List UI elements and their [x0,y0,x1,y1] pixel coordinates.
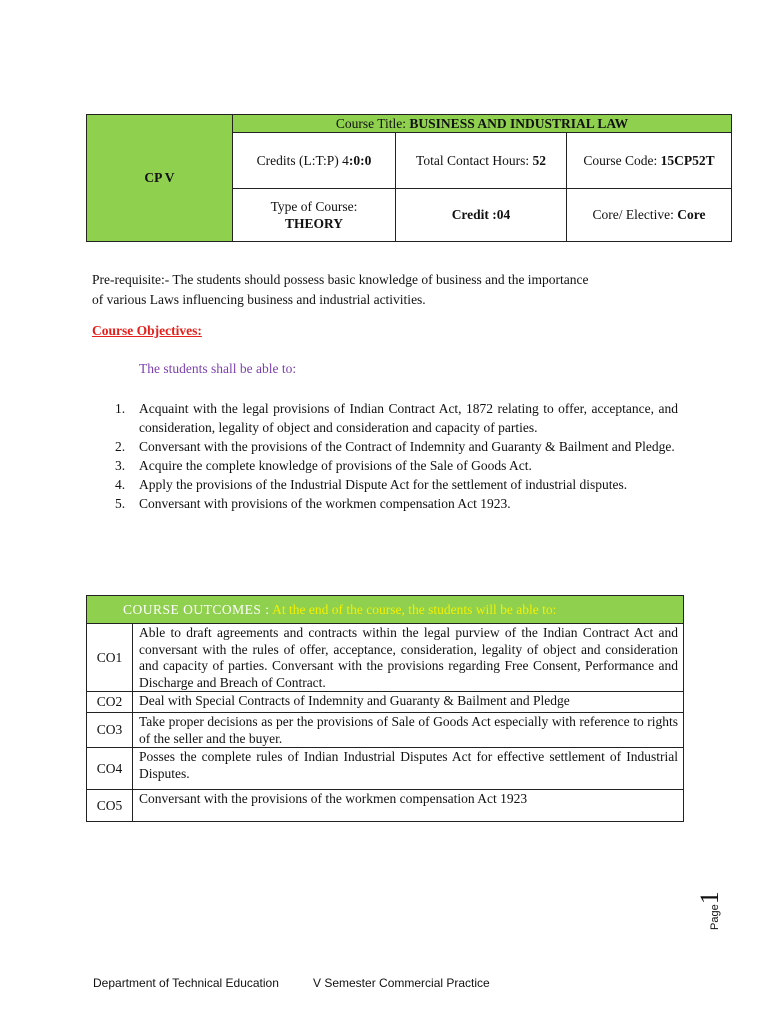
course-title-label: Course Title: [335,115,407,131]
outcomes-heading-title: COURSE OUTCOMES : [123,601,270,617]
credits-cell [233,133,396,189]
contact-hours-value: 52 [532,152,546,168]
objective-text: Conversant with the provisions of the Contract of Indemnity and Guaranty & Bailment and Pledge. [139,439,675,454]
objective-text: Conversant with provisions of the workmen compensation Act 1923. [139,496,511,511]
outcomes-heading [87,596,684,624]
objective-text: Apply the provisions of the Industrial Dispute Act for the settlement of industrial disputes. [139,477,628,492]
table-row [87,790,684,822]
objective-text: Acquaint with the legal provisions of Indian Contract Act, 1872 relating to offer, acceptance, and consideration, legality of object and consideration and capacity of parties. [139,401,678,435]
page-label: Page [709,904,721,930]
outcome-id: CO2 [87,692,133,713]
outcome-text: Able to draft agreements and contracts within the legal purview of the Indian Contract Act and conversant with the rules of offer, acceptance, consideration, legality of object and consideration and capacity of parties. Conversant with the provisions regarding Free Consent, Performance and Discharge and Breach of Contract. [133,624,684,692]
course-code-cell [567,133,732,189]
footer-semester: V Semester Commercial Practice [313,976,490,990]
table-row [87,713,684,748]
course-header-table [86,114,732,242]
objective-number: 1. [115,401,126,416]
objectives-list [92,399,678,513]
list-item [92,399,678,437]
prerequisite-line-2: of various Laws influencing business and industrial activities. [92,292,426,307]
course-code-value: 15CP52T [660,152,715,168]
footer-department: Department of Technical Education [93,976,279,990]
objective-number: 3. [115,458,126,473]
type-cell [233,189,396,242]
core-cell [567,189,732,242]
list-item [92,456,678,475]
objective-number: 2. [115,439,126,454]
prerequisite [92,270,692,310]
table-row [87,748,684,790]
type-value: THEORY [284,216,344,231]
outcome-text: Deal with Special Contracts of Indemnity and Guaranty & Bailment and Pledge [133,692,684,713]
list-item [92,437,678,456]
course-title-cell [233,115,732,133]
page-number-value: 1 [695,891,724,905]
credits-label: Credits (L:T:P) 4 [256,152,349,168]
outcomes-heading-sub: At the end of the course, the students will be able to: [272,601,557,617]
course-outcomes-table [86,595,684,822]
list-item [92,494,678,513]
outcome-id: CO3 [87,713,133,748]
table-row [87,692,684,713]
contact-hours-label: Total Contact Hours: [416,152,530,168]
outcome-id: CO4 [87,748,133,790]
objective-text: Acquire the complete knowledge of provisions of the Sale of Goods Act. [139,458,532,473]
core-value: Core [677,207,706,222]
objective-number: 4. [115,477,126,492]
core-label: Core/ Elective: [592,207,674,222]
course-title-value: BUSINESS AND INDUSTRIAL LAW [409,115,629,131]
course-code-label: Course Code: [583,152,658,168]
cp-label: CP V [87,115,233,242]
prerequisite-line-1: Pre-requisite:- The students should possess basic knowledge of business and the importance [92,272,589,287]
table-row [87,624,684,692]
type-label: Type of Course: [270,199,358,214]
outcome-id: CO1 [87,624,133,692]
credit-value: Credit :04 [396,189,567,242]
outcome-text: Conversant with the provisions of the workmen compensation Act 1923 [133,790,684,822]
page-number [695,870,725,930]
objectives-title: Course Objectives: [92,323,202,338]
outcome-text: Take proper decisions as per the provisions of Sale of Goods Act especially with reference to rights of the seller and the buyer. [133,713,684,748]
objective-number: 5. [115,496,126,511]
outcome-id: CO5 [87,790,133,822]
credits-value: :0:0 [348,152,372,168]
outcome-text: Posses the complete rules of Indian Industrial Disputes Act for effective settlement of Industrial Disputes. [133,748,684,790]
contact-hours-cell [396,133,567,189]
objectives-intro: The students shall be able to: [139,361,297,376]
list-item [92,475,678,494]
